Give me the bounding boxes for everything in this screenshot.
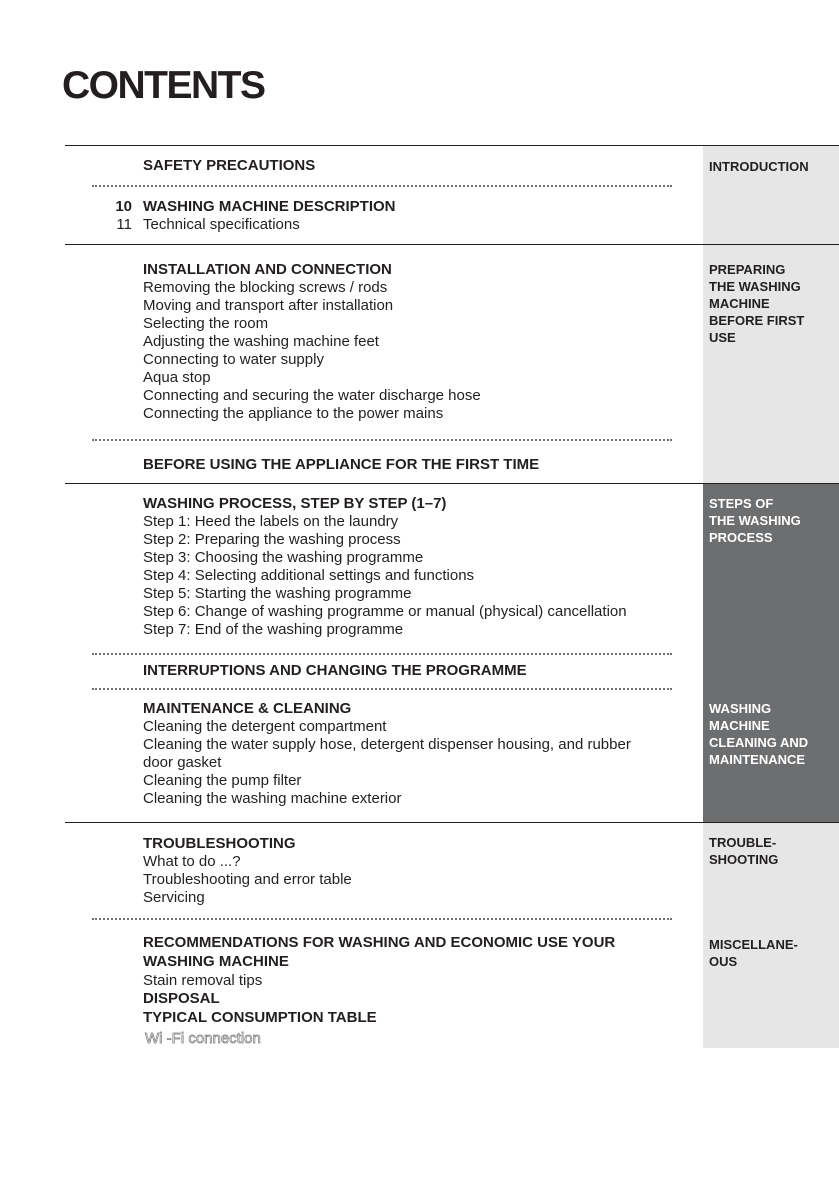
toc-heading-before-first-use[interactable]: BEFORE USING THE APPLIANCE FOR THE FIRST TIME — [143, 456, 540, 473]
toc-item[interactable]: door gasket — [143, 754, 222, 771]
toc-item[interactable]: Adjusting the washing machine feet — [143, 333, 379, 350]
toc-heading-washing-process[interactable]: WASHING PROCESS, STEP BY STEP (1–7) — [143, 495, 447, 512]
toc-item-technical[interactable]: Technical specifications — [143, 216, 300, 233]
toc-item[interactable]: Aqua stop — [143, 369, 211, 386]
toc-item[interactable]: Step 7: End of the washing programme — [143, 621, 404, 638]
page-title: CONTENTS — [62, 64, 265, 107]
label-line: MAINTENANCE — [709, 752, 806, 767]
toc-heading-troubleshooting[interactable]: TROUBLESHOOTING — [143, 835, 296, 852]
toc-item[interactable]: Moving and transport after installation — [143, 297, 394, 314]
label-line: MACHINE — [709, 296, 770, 311]
label-line: OUS — [709, 954, 738, 969]
label-line: TROUBLE- — [709, 835, 777, 850]
toc-heading-recommendations[interactable]: RECOMMENDATIONS FOR WASHING AND ECONOMIC USE YOUR — [143, 934, 616, 951]
dotted-divider — [92, 439, 672, 441]
label-line: BEFORE FIRST — [709, 313, 805, 328]
sidebar-label-troubleshooting — [709, 834, 778, 868]
toc-item[interactable]: Step 2: Preparing the washing process — [143, 531, 401, 548]
toc-item[interactable]: Step 4: Selecting additional settings and functions — [143, 567, 475, 584]
toc-heading-description[interactable]: WASHING MACHINE DESCRIPTION — [143, 198, 396, 215]
toc-item[interactable]: Step 5: Starting the washing programme — [143, 585, 412, 602]
toc-item[interactable]: Removing the blocking screws / rods — [143, 279, 388, 296]
toc-item[interactable]: Step 1: Heed the labels on the laundry — [143, 513, 399, 530]
toc-heading-safety[interactable]: SAFETY PRECAUTIONS — [143, 157, 316, 174]
toc-item[interactable]: Connecting to water supply — [143, 351, 324, 368]
toc-item-wifi[interactable]: Wi -Fi connection — [145, 1030, 261, 1047]
toc-heading-consumption[interactable]: TYPICAL CONSUMPTION TABLE — [143, 1009, 377, 1026]
label-line: USE — [709, 330, 736, 345]
page-number: 11 — [116, 216, 132, 233]
toc-item[interactable]: Servicing — [143, 889, 205, 906]
toc-heading-disposal[interactable]: DISPOSAL — [143, 990, 220, 1007]
page-number: 10 — [115, 198, 132, 215]
toc-item[interactable]: Connecting the appliance to the power mains — [143, 405, 444, 422]
toc-item[interactable]: Selecting the room — [143, 315, 269, 332]
toc-heading-interruptions[interactable]: INTERRUPTIONS AND CHANGING THE PROGRAMME — [143, 662, 527, 679]
sidebar-label-misc — [709, 936, 798, 970]
sidebar-label-introduction: INTRODUCTION — [709, 159, 809, 174]
divider — [65, 145, 839, 146]
sidebar-label-preparing — [709, 261, 804, 346]
label-line: THE WASHING — [709, 513, 801, 528]
label-line: SHOOTING — [709, 852, 779, 867]
toc-item[interactable]: Cleaning the detergent compartment — [143, 718, 387, 735]
label-line: STEPS OF — [709, 496, 774, 511]
dotted-divider — [92, 918, 672, 920]
toc-heading-installation[interactable]: INSTALLATION AND CONNECTION — [143, 261, 392, 278]
label-line: THE WASHING — [709, 279, 801, 294]
sidebar-label-steps — [709, 495, 801, 546]
label-line: MACHINE — [709, 718, 770, 733]
toc-item[interactable]: Cleaning the washing machine exterior — [143, 790, 402, 807]
toc-item[interactable]: Connecting and securing the water discharge hose — [143, 387, 481, 404]
dotted-divider — [92, 185, 672, 187]
toc-item[interactable]: Stain removal tips — [143, 972, 263, 989]
label-line: MISCELLANE- — [709, 937, 798, 952]
toc-item[interactable]: Step 3: Choosing the washing programme — [143, 549, 424, 566]
label-line: PROCESS — [709, 530, 773, 545]
toc-item[interactable]: What to do ...? — [143, 853, 241, 870]
toc-item[interactable]: Troubleshooting and error table — [143, 871, 352, 888]
toc-heading-recommendations-cont[interactable]: WASHING MACHINE — [143, 953, 289, 970]
toc-item[interactable]: Cleaning the pump filter — [143, 772, 302, 789]
divider — [65, 244, 839, 245]
sidebar-label-cleaning — [709, 700, 808, 768]
dotted-divider — [92, 688, 672, 690]
toc-item[interactable]: Cleaning the water supply hose, detergent dispenser housing, and rubber — [143, 736, 631, 753]
divider — [65, 483, 839, 484]
toc-heading-maintenance[interactable]: MAINTENANCE & CLEANING — [143, 700, 352, 717]
label-line: CLEANING AND — [709, 735, 809, 750]
toc-item[interactable]: Step 6: Change of washing programme or manual (physical) cancellation — [143, 603, 627, 620]
divider — [65, 822, 839, 823]
label-line: PREPARING — [709, 262, 786, 277]
label-line: WASHING — [709, 701, 772, 716]
dotted-divider — [92, 653, 672, 655]
